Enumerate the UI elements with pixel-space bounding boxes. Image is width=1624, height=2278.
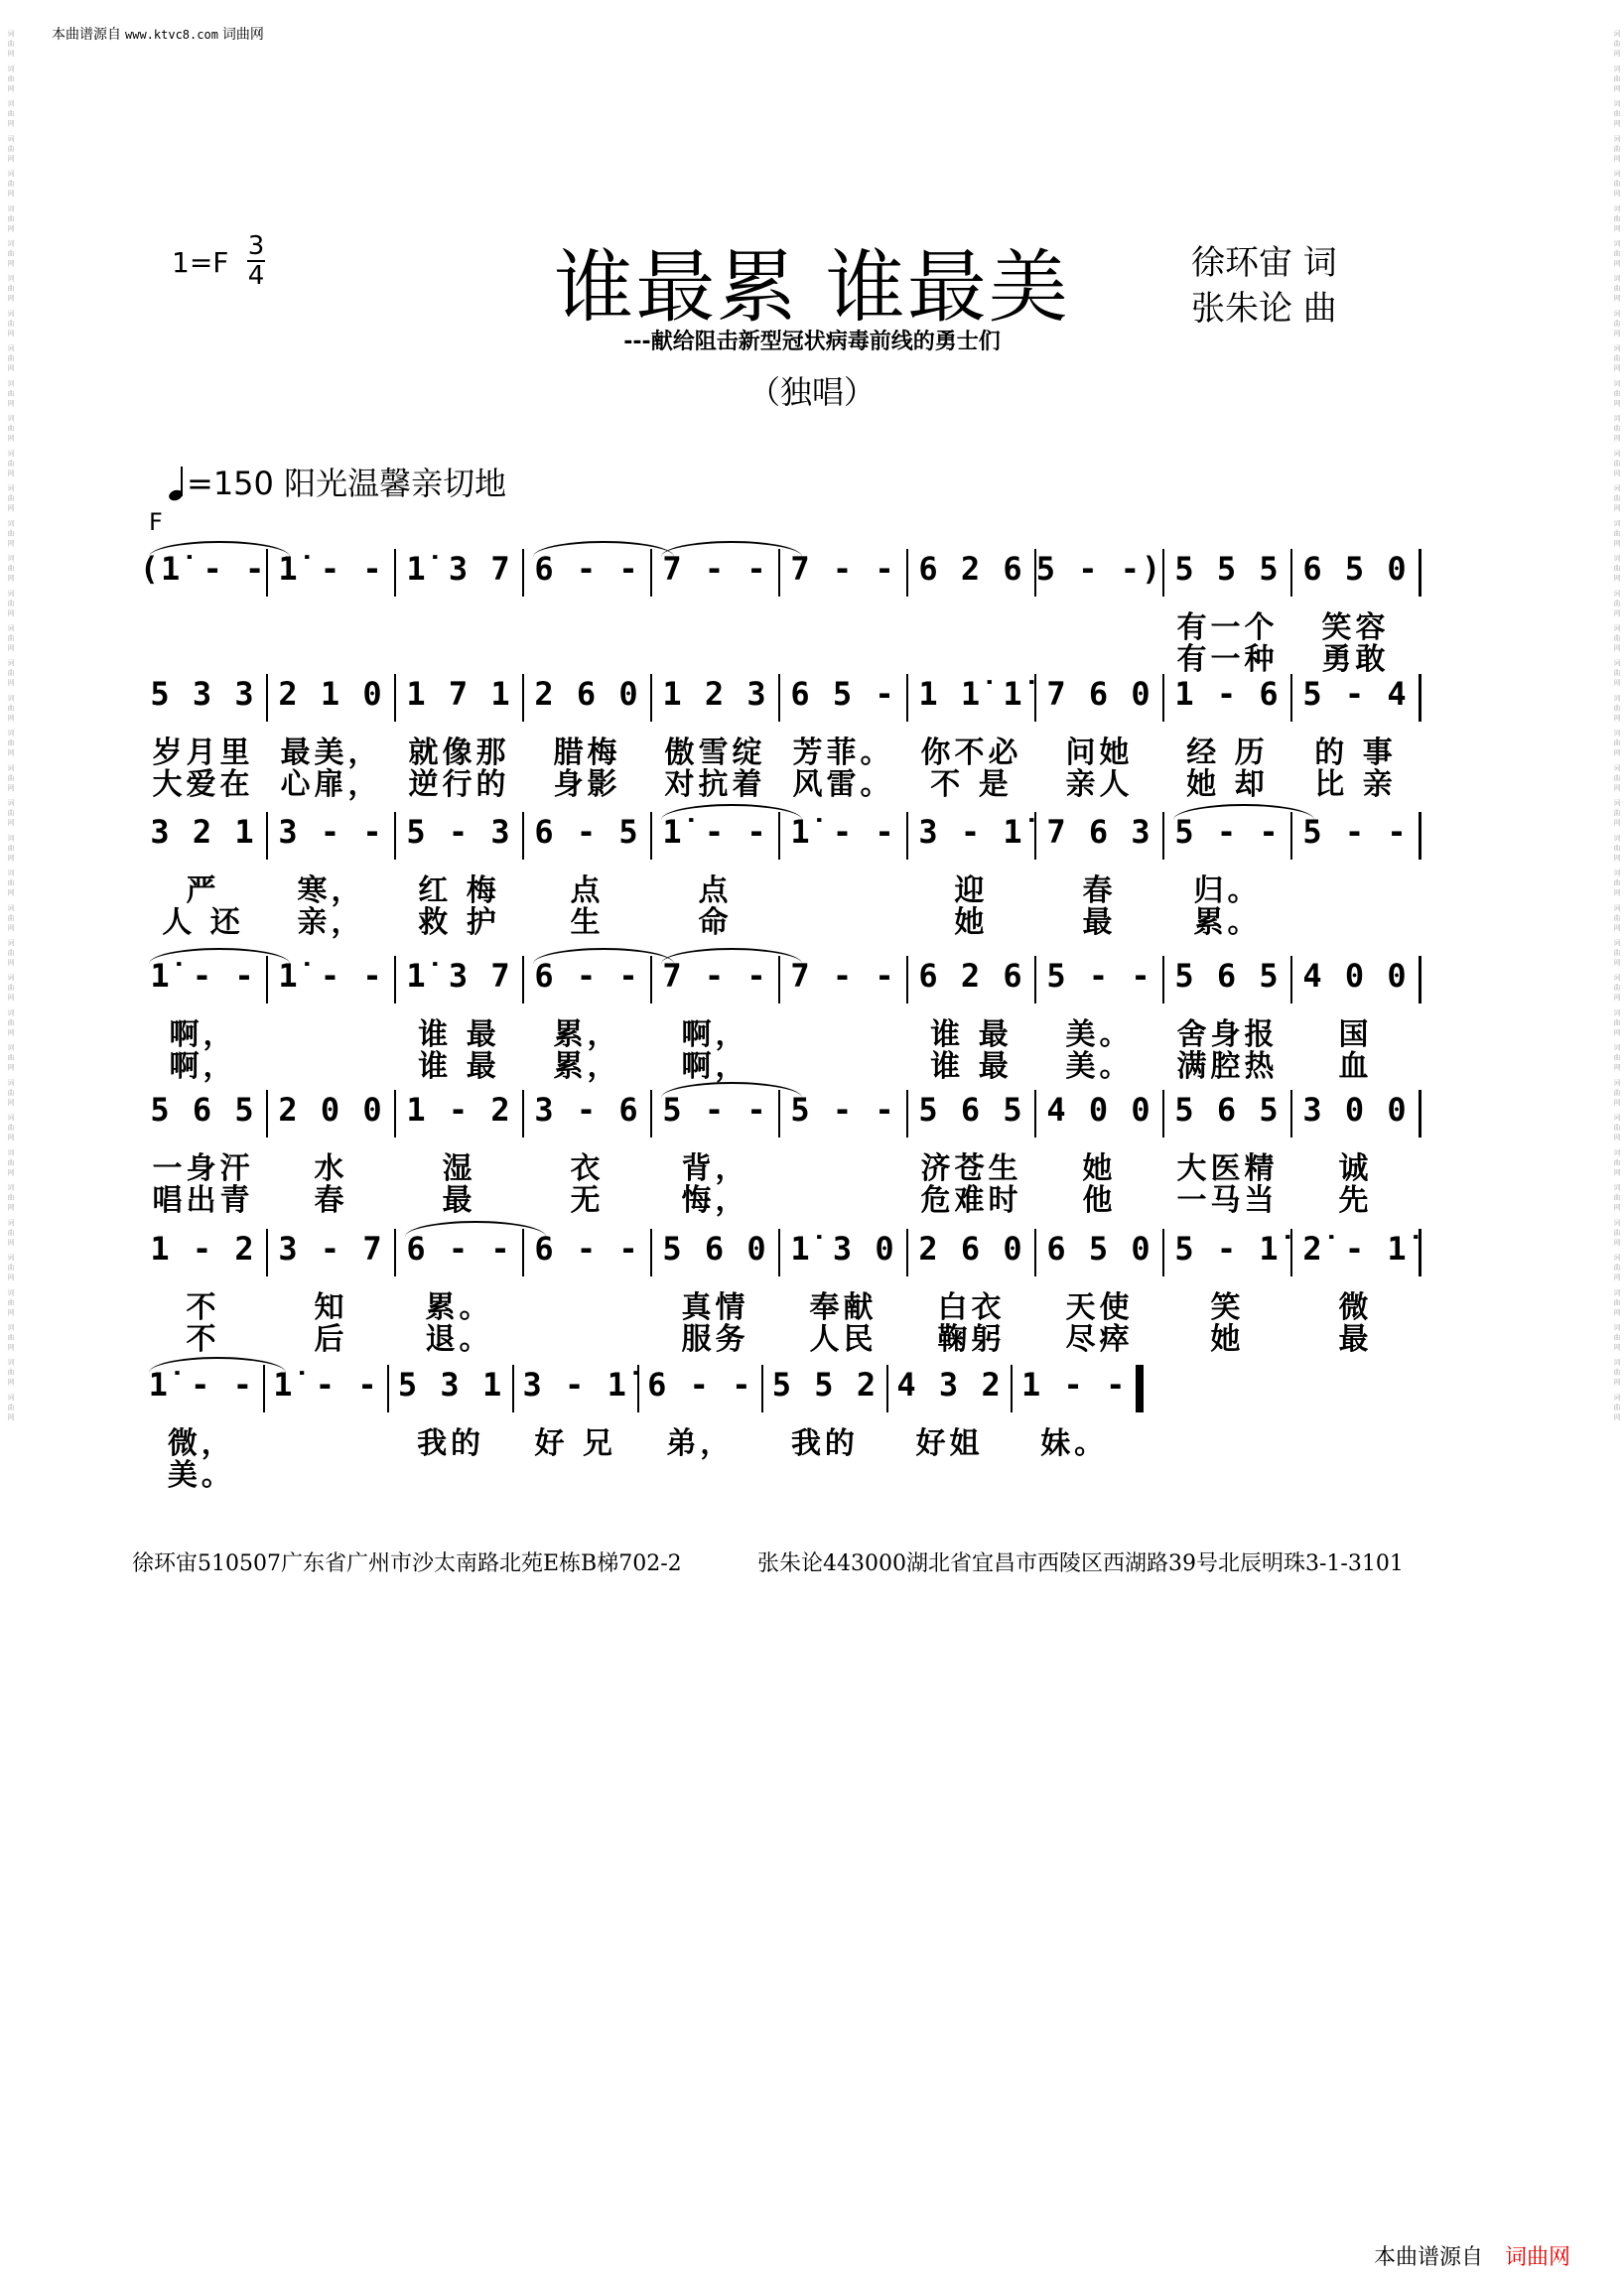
source-site: 本曲谱源自 [52, 27, 121, 43]
lyric-cell: 啊， [681, 1049, 749, 1084]
lyric-cell: 经 历 [1186, 736, 1269, 770]
lyric-cell: 你不必 [920, 736, 1022, 770]
lyric-cell: 逆行的 [408, 767, 510, 802]
measure: 7 - - [662, 550, 768, 588]
lyric-cell: 悔， [681, 1183, 749, 1218]
barline [1034, 1229, 1036, 1276]
measure: 5 3 1 [397, 1366, 504, 1404]
barline [266, 1090, 268, 1138]
notes-line [0, 1365, 1624, 1414]
lyric-cell: 后 [314, 1322, 348, 1357]
tie-arc [149, 948, 290, 964]
measure: 6 - 5 [534, 813, 640, 851]
measure: 3 0 0 [1302, 1091, 1409, 1129]
barline [394, 1229, 396, 1276]
barline [637, 1365, 639, 1412]
measure: 4 3 2 [896, 1366, 1003, 1404]
measure: 6 5 0 [1302, 550, 1409, 588]
barline [1290, 1229, 1292, 1276]
barline [906, 1229, 908, 1276]
tie-arc [661, 541, 802, 557]
measure: 5 6 5 [1174, 957, 1281, 995]
barline [650, 1090, 652, 1138]
lyric-cell: 谁 最 [418, 1049, 500, 1084]
barline [1290, 549, 1292, 597]
lyric-cell: 尽瘁 [1065, 1322, 1134, 1357]
key-signature: 1=F [172, 246, 229, 279]
lyric-cell: 最 [1082, 905, 1117, 940]
lyric-cell: 人 还 [162, 905, 244, 940]
tie-arc [533, 948, 674, 964]
lyric-cell: 命 [698, 905, 733, 940]
measure: (1̇ - - [139, 550, 267, 588]
measure: 3 - 1̇ [918, 813, 1024, 851]
lyric-cell: 累。 [1193, 905, 1262, 940]
lyric-cell: 点 [698, 873, 733, 908]
lyric-cell: 傲雪绽 [664, 736, 766, 770]
lyric-cell: 好 兄 [534, 1426, 616, 1461]
measure: 1 - 2 [406, 1091, 512, 1129]
lyric-cell: 真情 [681, 1290, 749, 1325]
barline [1034, 812, 1036, 860]
lyric-cell: 我的 [417, 1426, 485, 1461]
lyric-cell: 大医精 [1176, 1151, 1279, 1186]
barline [522, 549, 524, 597]
source-footer-site: 本曲谱源自 [1373, 2245, 1483, 2270]
tie-arc [1173, 804, 1314, 820]
lyric-cell: 满腔热 [1176, 1049, 1279, 1084]
lyric-cell: 寒， [297, 873, 365, 908]
tie-arc [405, 1221, 546, 1237]
lyric-cell: 芳菲。 [792, 736, 894, 770]
lyric-cell: 最 [1338, 1322, 1373, 1357]
measure: 5 - -) [1035, 550, 1163, 588]
lyric-cell: 最 [442, 1183, 476, 1218]
lyric-cell: 救 护 [418, 905, 500, 940]
barline [1011, 1365, 1013, 1412]
barline [1419, 1090, 1421, 1138]
lyric-cell: 一马当 [1176, 1183, 1279, 1218]
barline [906, 812, 908, 860]
quarter-note-icon [169, 465, 187, 500]
lyric-cell: 白衣 [937, 1290, 1006, 1325]
measure: 3 - 6 [534, 1091, 640, 1129]
tie-arc [533, 541, 674, 557]
notes-line [0, 956, 1624, 1005]
barline [906, 674, 908, 722]
lyric-cell: 危难时 [920, 1183, 1022, 1218]
barline [266, 812, 268, 860]
lyric-cell: 严 [186, 873, 220, 908]
lyric-cell: 身影 [553, 767, 621, 802]
measure: 3 - - [278, 813, 384, 851]
measure: 5 5 2 [771, 1366, 879, 1404]
measure: 5 - - [1302, 813, 1409, 851]
measure: 5 - 4 [1302, 675, 1409, 713]
lyric-cell: 谁 最 [930, 1049, 1013, 1084]
barline [512, 1365, 514, 1412]
lyric-cell: 亲人 [1065, 767, 1134, 802]
measure: 1̇ - - [278, 957, 384, 995]
lyric-cell: 好姐 [915, 1426, 984, 1461]
measure: 1̇ - - [278, 550, 384, 588]
measure: 6 - - [534, 957, 640, 995]
barline [1162, 1229, 1164, 1276]
lyric-cell: 血 [1338, 1049, 1373, 1084]
barline [906, 549, 908, 597]
composer: 张朱论 曲 [1191, 289, 1337, 329]
lyric-cell: 无 [570, 1183, 605, 1218]
barline [886, 1365, 888, 1412]
barline [1290, 1090, 1292, 1138]
barline [906, 956, 908, 1004]
lyric-cell: 生 [570, 905, 605, 940]
lyric-cell: 累， [553, 1049, 621, 1084]
composer-address: 张朱论443000湖北省宜昌市西陵区西湖路39号北辰明珠3-1-3101 [757, 1551, 1404, 1576]
measure: 1̇ 3 0 [790, 1230, 896, 1268]
measure: 6 - - [406, 1230, 512, 1268]
measure: 6 - - [534, 550, 640, 588]
genre-label: （独唱） [747, 373, 876, 411]
barline [1290, 956, 1292, 1004]
time-sig-top: 3 [247, 231, 265, 261]
lyric-cell: 退。 [425, 1322, 493, 1357]
side-watermark-left: 词曲网 词曲网 词曲网 词曲网 词曲网 词曲网 词曲网 词曲网 词曲网 词曲网 词曲网 词曲网 词曲网 词曲网 词曲网 词曲网 词曲网 词曲网 词曲网 词曲网 词曲网 词曲网 词曲网 词曲网 词曲网 词曲网 词曲网 词曲网 词曲网 词曲网 词曲网 词曲网 词曲网 词曲网 词曲网 词曲网 词曲网 词曲网 词曲网 词曲网 [7, 30, 15, 1423]
lyric-cell: 她 却 [1186, 767, 1269, 802]
lyric-cell: 笑容 [1321, 610, 1390, 645]
measure: 2 6 0 [534, 675, 640, 713]
lyric-cell: 问她 [1065, 736, 1134, 770]
lyric-cell: 笑 [1210, 1290, 1245, 1325]
measure: 5 - - [790, 1091, 896, 1129]
lyric-cell: 啊， [681, 1017, 749, 1052]
lyric-cell: 衣 [570, 1151, 605, 1186]
measure: 1̇ - - [148, 1366, 254, 1404]
lyric-cell: 大爱在 [152, 767, 254, 802]
measure: 1 7 1 [406, 675, 512, 713]
lyric-cell: 她 [1210, 1322, 1245, 1357]
barline [1290, 674, 1292, 722]
lyric-cell: 一身汗 [152, 1151, 254, 1186]
notes-line [0, 549, 1624, 599]
lyric-cell: 点 [570, 873, 605, 908]
chord-symbol: F [149, 508, 163, 536]
lyric-cell: 不 [186, 1322, 220, 1357]
lyric-cell: 湿 [442, 1151, 476, 1186]
notes-line [0, 812, 1624, 862]
measure: 5 6 0 [662, 1230, 768, 1268]
lyric-cell: 唱出青 [152, 1183, 254, 1218]
barline [1034, 956, 1036, 1004]
lyric-cell: 累。 [425, 1290, 493, 1325]
lyric-cell: 心扉， [280, 767, 382, 802]
measure: 5 6 5 [918, 1091, 1024, 1129]
barline [1034, 549, 1036, 597]
measure: 5 6 5 [150, 1091, 256, 1129]
barline [387, 1365, 389, 1412]
lyric-cell: 服务 [681, 1322, 749, 1357]
lyric-cell: 的 事 [1314, 736, 1397, 770]
lyric-cell: 啊， [169, 1017, 237, 1052]
measure: 2̇ - 1̇ [1302, 1230, 1409, 1268]
barline [394, 812, 396, 860]
lyric-cell: 美。 [167, 1458, 235, 1493]
measure: 5 5 5 [1174, 550, 1281, 588]
lyric-cell: 有一种 [1176, 642, 1279, 677]
lyric-cell: 水 [314, 1151, 348, 1186]
tie-arc [149, 541, 290, 557]
measure: 7 - - [790, 957, 896, 995]
barline [1419, 549, 1421, 597]
lyric-cell: 我的 [790, 1426, 859, 1461]
lyric-cell: 诚 [1338, 1151, 1373, 1186]
song-title: 谁最累 谁最美 [554, 241, 1070, 334]
lyric-cell: 谁 最 [418, 1017, 500, 1052]
measure: 6 5 - [790, 675, 896, 713]
measure: 5 3 3 [150, 675, 256, 713]
measure: 1̇ 3 7 [406, 550, 512, 588]
lyric-cell: 美。 [1065, 1017, 1134, 1052]
barline [778, 1229, 780, 1276]
measure: 3 2 1 [150, 813, 256, 851]
lyric-cell: 奉献 [809, 1290, 878, 1325]
barline [1162, 956, 1164, 1004]
lyric-cell: 不 [186, 1290, 220, 1325]
lyric-cell: 人民 [809, 1322, 878, 1357]
lyric-cell: 弟， [666, 1426, 735, 1461]
lyric-cell: 微 [1338, 1290, 1373, 1325]
lyric-cell: 微， [167, 1426, 235, 1461]
source-footer-brand[interactable]: 词曲网 [1504, 2245, 1570, 2270]
measure: 1̇ - - [150, 957, 256, 995]
barline [1419, 812, 1421, 860]
barline [1162, 812, 1164, 860]
lyric-cell: 啊， [169, 1049, 237, 1084]
lyric-cell: 对抗着 [664, 767, 766, 802]
barline [1419, 1229, 1421, 1276]
lyric-cell: 累， [553, 1017, 621, 1052]
measure: 1 - 6 [1174, 675, 1281, 713]
measure: 5 6 5 [1174, 1091, 1281, 1129]
lyric-cell: 岁月里 [152, 736, 254, 770]
lyric-cell: 济苍生 [920, 1151, 1022, 1186]
lyric-cell: 美。 [1065, 1049, 1134, 1084]
barline [906, 1090, 908, 1138]
barline [650, 1229, 652, 1276]
source-header [52, 24, 264, 44]
lyric-cell: 春 [1082, 873, 1117, 908]
lyric-cell: 妹。 [1040, 1426, 1109, 1461]
measure: 6 - - [534, 1230, 640, 1268]
barline [1034, 1090, 1036, 1138]
lyric-cell: 国 [1338, 1017, 1373, 1052]
measure: 2 1 0 [278, 675, 384, 713]
lyric-cell: 谁 最 [930, 1017, 1013, 1052]
barline [650, 812, 652, 860]
side-watermark-right: 词曲网 词曲网 词曲网 词曲网 词曲网 词曲网 词曲网 词曲网 词曲网 词曲网 词曲网 词曲网 词曲网 词曲网 词曲网 词曲网 词曲网 词曲网 词曲网 词曲网 词曲网 词曲网 词曲网 词曲网 词曲网 词曲网 词曲网 词曲网 词曲网 词曲网 词曲网 词曲网 词曲网 词曲网 词曲网 词曲网 词曲网 词曲网 词曲网 词曲网 [1613, 30, 1621, 1423]
measure: 7 6 3 [1046, 813, 1152, 851]
barline [266, 1229, 268, 1276]
barline [522, 956, 524, 1004]
measure: 6 5 0 [1046, 1230, 1152, 1268]
measure: 6 2 6 [918, 957, 1024, 995]
measure: 7 - - [790, 550, 896, 588]
lyric-cell: 春 [314, 1183, 348, 1218]
measure: 7 - - [662, 957, 768, 995]
barline [522, 812, 524, 860]
time-sig-bottom: 4 [247, 261, 265, 291]
barline [394, 956, 396, 1004]
tempo-text: =150 阳光温馨亲切地 [187, 465, 507, 502]
barline [394, 1090, 396, 1138]
lyric-cell: 知 [314, 1290, 348, 1325]
barline [394, 674, 396, 722]
lyricist-address: 徐环宙510507广东省广州市沙太南路北苑E栋B梯702-2 [132, 1551, 682, 1576]
lyric-cell: 归。 [1193, 873, 1262, 908]
barline [1162, 1090, 1164, 1138]
measure: 5 - - [1174, 813, 1281, 851]
lyric-cell: 风雷。 [792, 767, 894, 802]
lyric-cell: 就像那 [408, 736, 510, 770]
tie-arc [661, 948, 802, 964]
measure: 5 - 1̇ [1174, 1230, 1281, 1268]
notes-line [0, 1229, 1624, 1278]
lyric-cell: 最美， [280, 736, 382, 770]
measure: 2 6 0 [918, 1230, 1024, 1268]
barline [1419, 674, 1421, 722]
lyric-cell: 不 是 [930, 767, 1013, 802]
measure: 6 2 6 [918, 550, 1024, 588]
measure: 1̇ 3 7 [406, 957, 512, 995]
barline [778, 674, 780, 722]
tempo-marking [169, 459, 506, 504]
measure: 5 - - [662, 1091, 768, 1129]
lyric-cell: 迎 [954, 873, 989, 908]
lyric-cell: 她 [1082, 1151, 1117, 1186]
lyric-cell: 她 [954, 905, 989, 940]
measure: 4 0 0 [1046, 1091, 1152, 1129]
measure: 5 - 3 [406, 813, 512, 851]
lyric-cell: 勇敢 [1321, 642, 1390, 677]
subtitle: ---献给阻击新型冠状病毒前线的勇士们 [623, 330, 1001, 354]
lyric-cell: 先 [1338, 1183, 1373, 1218]
barline [522, 1090, 524, 1138]
measure: 1̇ - - [273, 1366, 379, 1404]
lyric-cell: 腊梅 [553, 736, 621, 770]
tie-arc [149, 1357, 286, 1373]
barline [394, 549, 396, 597]
measure: 7 6 0 [1046, 675, 1152, 713]
lyric-cell: 红 梅 [418, 873, 500, 908]
measure: 1 1̇ 1̇ [918, 675, 1024, 713]
notes-line [0, 1090, 1624, 1139]
measure: 5 - - [1046, 957, 1152, 995]
lyric-cell: 亲， [297, 905, 365, 940]
lyric-cell: 背， [681, 1151, 749, 1186]
lyric-cell: 鞠躬 [937, 1322, 1006, 1357]
measure: 3 - 7 [278, 1230, 384, 1268]
barline [1419, 956, 1421, 1004]
measure: 4 0 0 [1302, 957, 1409, 995]
lyric-cell: 有一个 [1176, 610, 1279, 645]
measure: 1̇ - - [790, 813, 896, 851]
measure: 3 - 1̇ [522, 1366, 628, 1404]
barline [1034, 674, 1036, 722]
lyric-cell: 天使 [1065, 1290, 1134, 1325]
measure: 2 0 0 [278, 1091, 384, 1129]
barline [266, 674, 268, 722]
lyric-cell: 比 亲 [1314, 767, 1397, 802]
measure: 1 2 3 [662, 675, 768, 713]
measure: 1 - 2 [150, 1230, 256, 1268]
barline [1162, 549, 1164, 597]
notes-line [0, 674, 1624, 724]
source-brand: 词曲网 [221, 27, 264, 43]
barline [1162, 674, 1164, 722]
source-url[interactable]: www.ktvc8.com [125, 28, 218, 42]
measure: 1̇ - - [662, 813, 768, 851]
barline [761, 1365, 763, 1412]
barline [522, 674, 524, 722]
measure: 1 - - [1021, 1366, 1128, 1404]
tie-arc [661, 804, 802, 820]
final-barline [1136, 1365, 1144, 1412]
source-footer [1374, 2240, 1570, 2271]
lyric-cell: 舍身报 [1176, 1017, 1279, 1052]
measure: 6 - - [647, 1366, 753, 1404]
lyricist: 徐环宙 词 [1191, 243, 1337, 283]
lyric-cell: 他 [1082, 1183, 1117, 1218]
barline [650, 674, 652, 722]
